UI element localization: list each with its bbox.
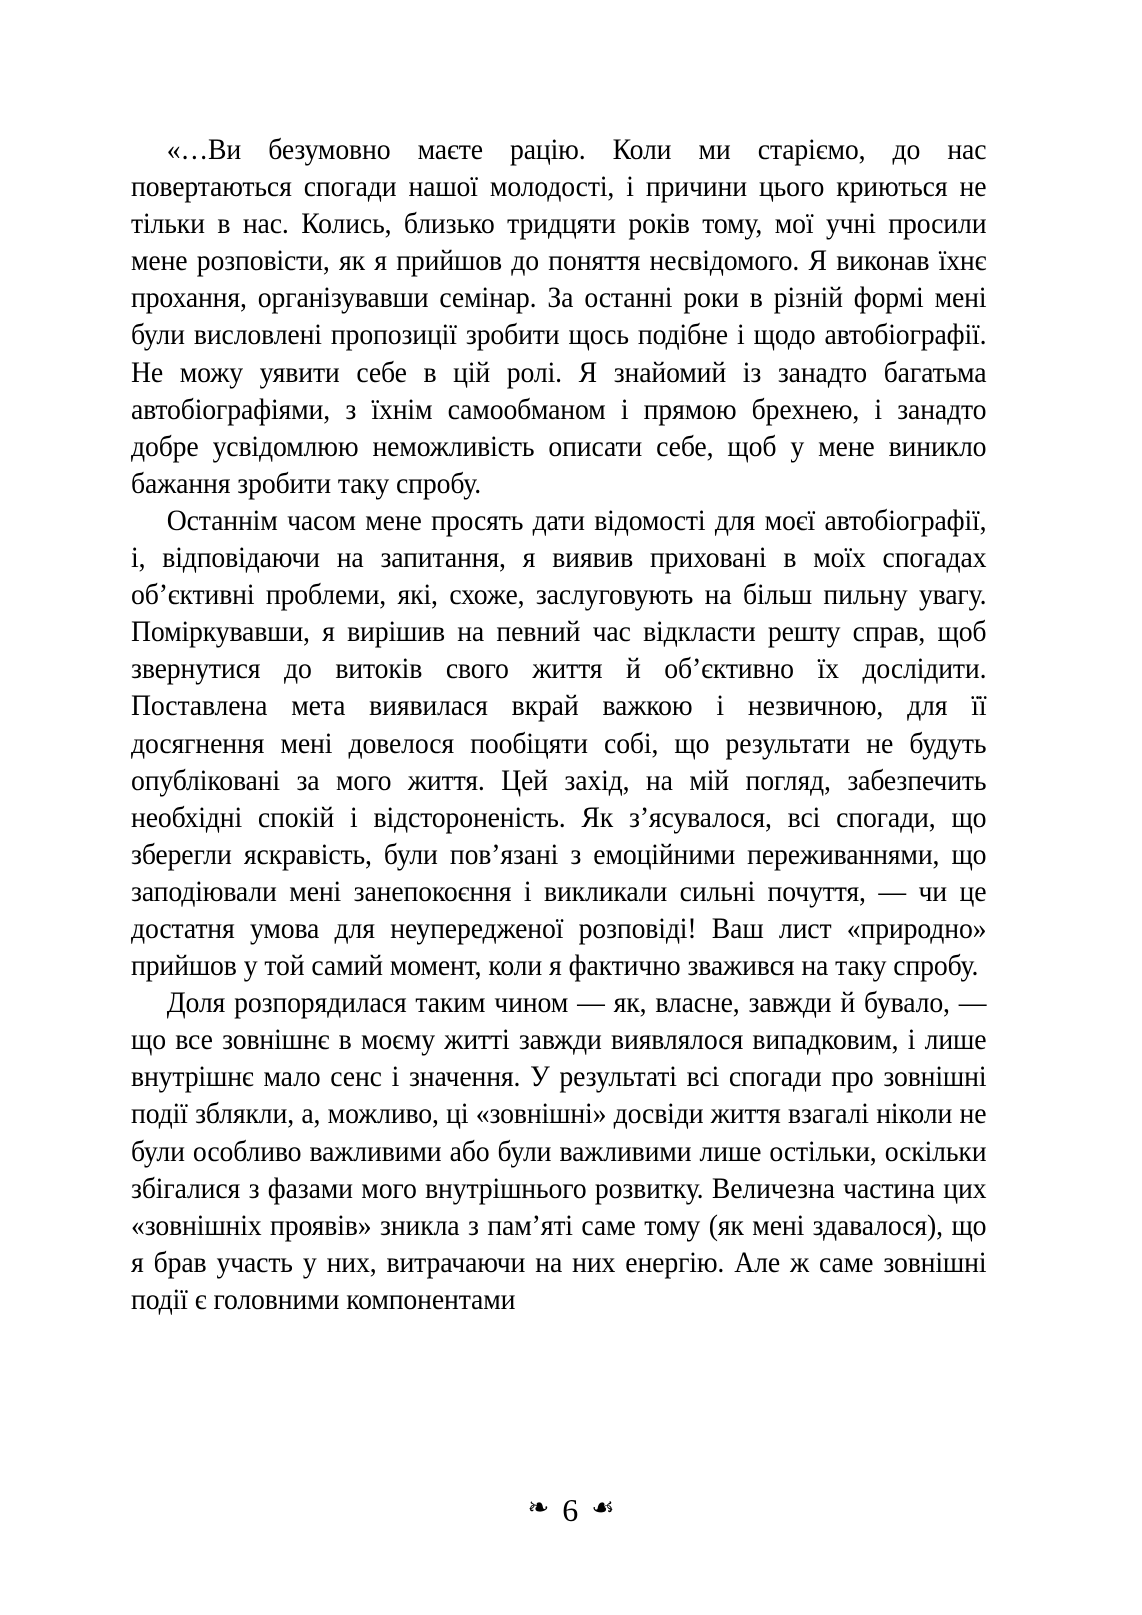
leaf-ornament-right-icon: ☙ bbox=[591, 1492, 615, 1522]
page-footer bbox=[0, 1487, 1142, 1530]
page-text-block bbox=[131, 132, 987, 1319]
paragraph: Останнім часом мене просять дати відомості для моєї автобіографії, і, відповідаючи на запитання, я виявив приховані в моїх спогадах об’єктивні проблеми, які, схоже, заслуговують на більш пильну увагу. Поміркувавши, я вирішив на певний час відкласти решту справ, щоб звернутися до витоків свого життя й об’єктивно їх дослідити. Поставлена мета виявилася вкрай важкою і незвичною, для її досягнення мені довелося пообіцяти собі, що результати не будуть опубліковані за мого життя. Цей захід, на мій погляд, забезпечить необхідні спокій і відстороненість. Як з’ясувалося, всі спогади, що зберегли яскравість, були пов’язані з емоційними переживаннями, що заподіювали мені занепокоєння і викликали сильні почуття, — чи це достатня умова для неупередженої розповіді! Ваш лист «природно» прийшов у той самий момент, коли я фактично зважився на таку спробу. bbox=[131, 504, 987, 983]
paragraph: Доля розпорядилася таким чином — як, власне, завжди й бувало, — що все зовнішнє в моєму житті завжди виявлялося випадковим, і лише внутрішнє мало сенс і значення. У результаті всі спогади про зовнішні події зблякли, а, можливо, ці «зовнішні» досвіди життя взагалі ніколи не були особливо важливими або були важливими лише остільки, оскільки збігалися з фазами мого внутрішнього розвитку. Величезна частина цих «зовнішніх проявів» зникла з пам’яті саме тому (як мені здавалося), що я брав участь у них, витрачаючи на них енергію. Але ж саме зовнішні події є головними компонентами bbox=[131, 987, 987, 1316]
page-number: 6 bbox=[562, 1491, 579, 1528]
leaf-ornament-left-icon: ❧ bbox=[527, 1492, 550, 1522]
paragraph: «…Ви безумовно маєте рацію. Коли ми старіємо, до нас повертаються спогади нашої молодості, і причини цього криються не тільки в нас. Колись, близько тридцяти років тому, мої учні просили мене розповісти, як я прийшов до поняття несвідомого. Я виконав їхнє прохання, організувавши семінар. За останні роки в різній формі мені були висловлені пропозиції зробити щось подібне і щодо автобіографії. Не можу уявити себе в цій ролі. Я знайомий із занадто багатьма автобіографіями, з їхнім самообманом і прямою брехнею, і занадто добре усвідомлюю неможливість описати себе, щоб у мене виникло бажання зробити таку спробу. bbox=[131, 134, 987, 500]
